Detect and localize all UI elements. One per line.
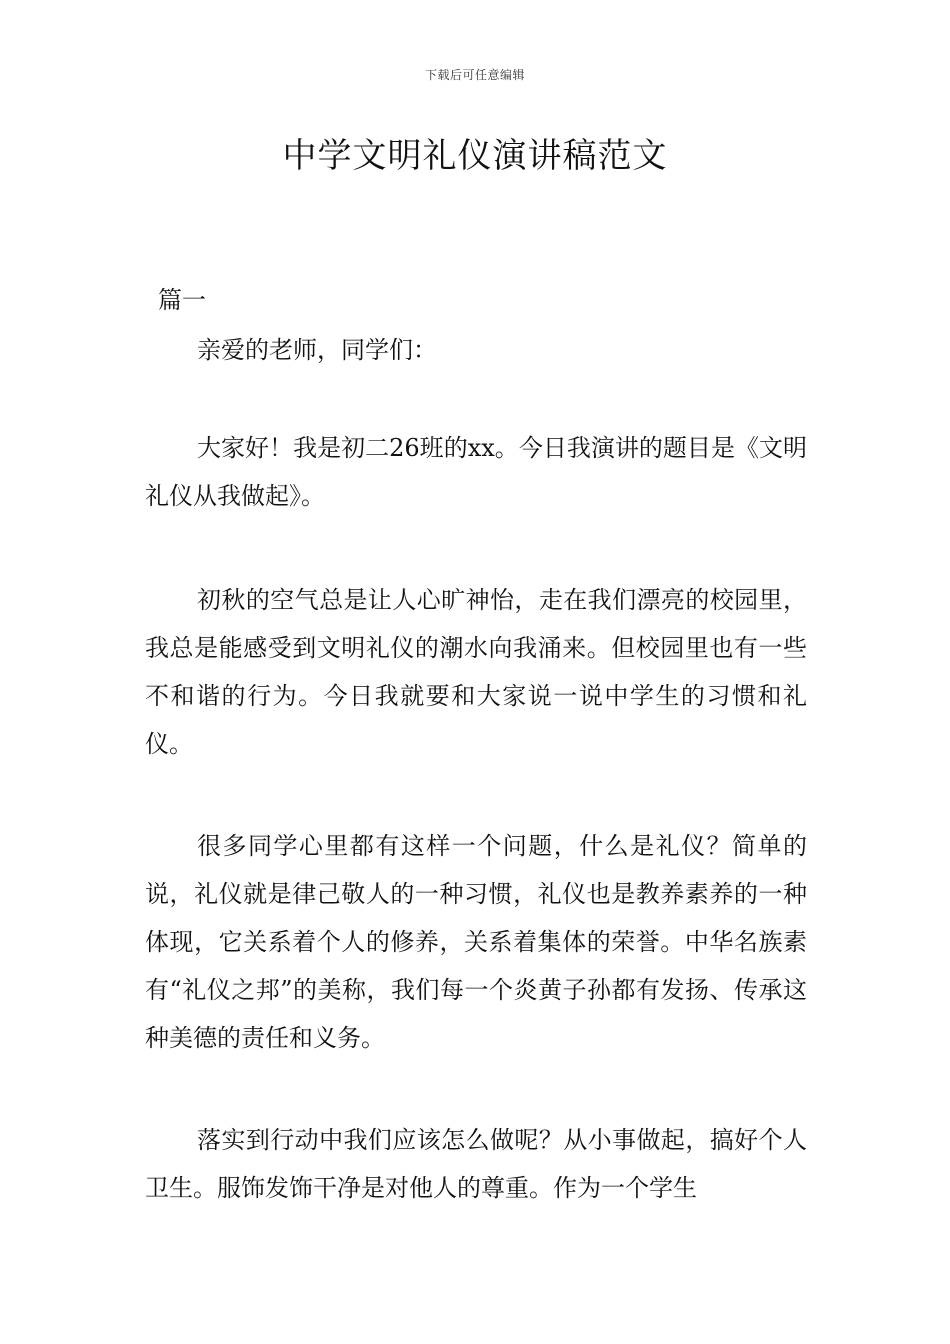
greeting: 亲爱的老师，同学们：	[197, 336, 437, 364]
paragraph-4: 落实到行动中我们应该怎么做呢？从小事做起，搞好个人卫生。服饰发饰干净是对他人的尊重。作为一个学生	[145, 1126, 807, 1202]
paragraph-1: 大家好！我是初二26班的xx。今日我演讲的题目是《文明礼仪从我做起》。	[145, 434, 807, 510]
header-note: 下载后可任意编辑	[424, 68, 525, 82]
document-title: 中学文明礼仪演讲稿范文	[282, 136, 668, 176]
paragraph-2: 初秋的空气总是让人心旷神怡，走在我们漂亮的校园里，我总是能感受到文明礼仪的潮水向我涌来。但校园里也有一些不和谐的行为。今日我就要和大家说一说中学生的习惯和礼仪。	[145, 586, 807, 758]
section-label: 篇一	[158, 286, 206, 314]
paragraph-3: 很多同学心里都有这样一个问题，什么是礼仪？简单的说，礼仪就是律己敬人的一种习惯，礼仪也是教养素养的一种体现，它关系着个人的修养，关系着集体的荣誉。中华名族素有“礼仪之邦”的美称，我们每一个炎黄子孙都有发扬、传承这种美德的责任和义务。	[145, 832, 807, 1052]
